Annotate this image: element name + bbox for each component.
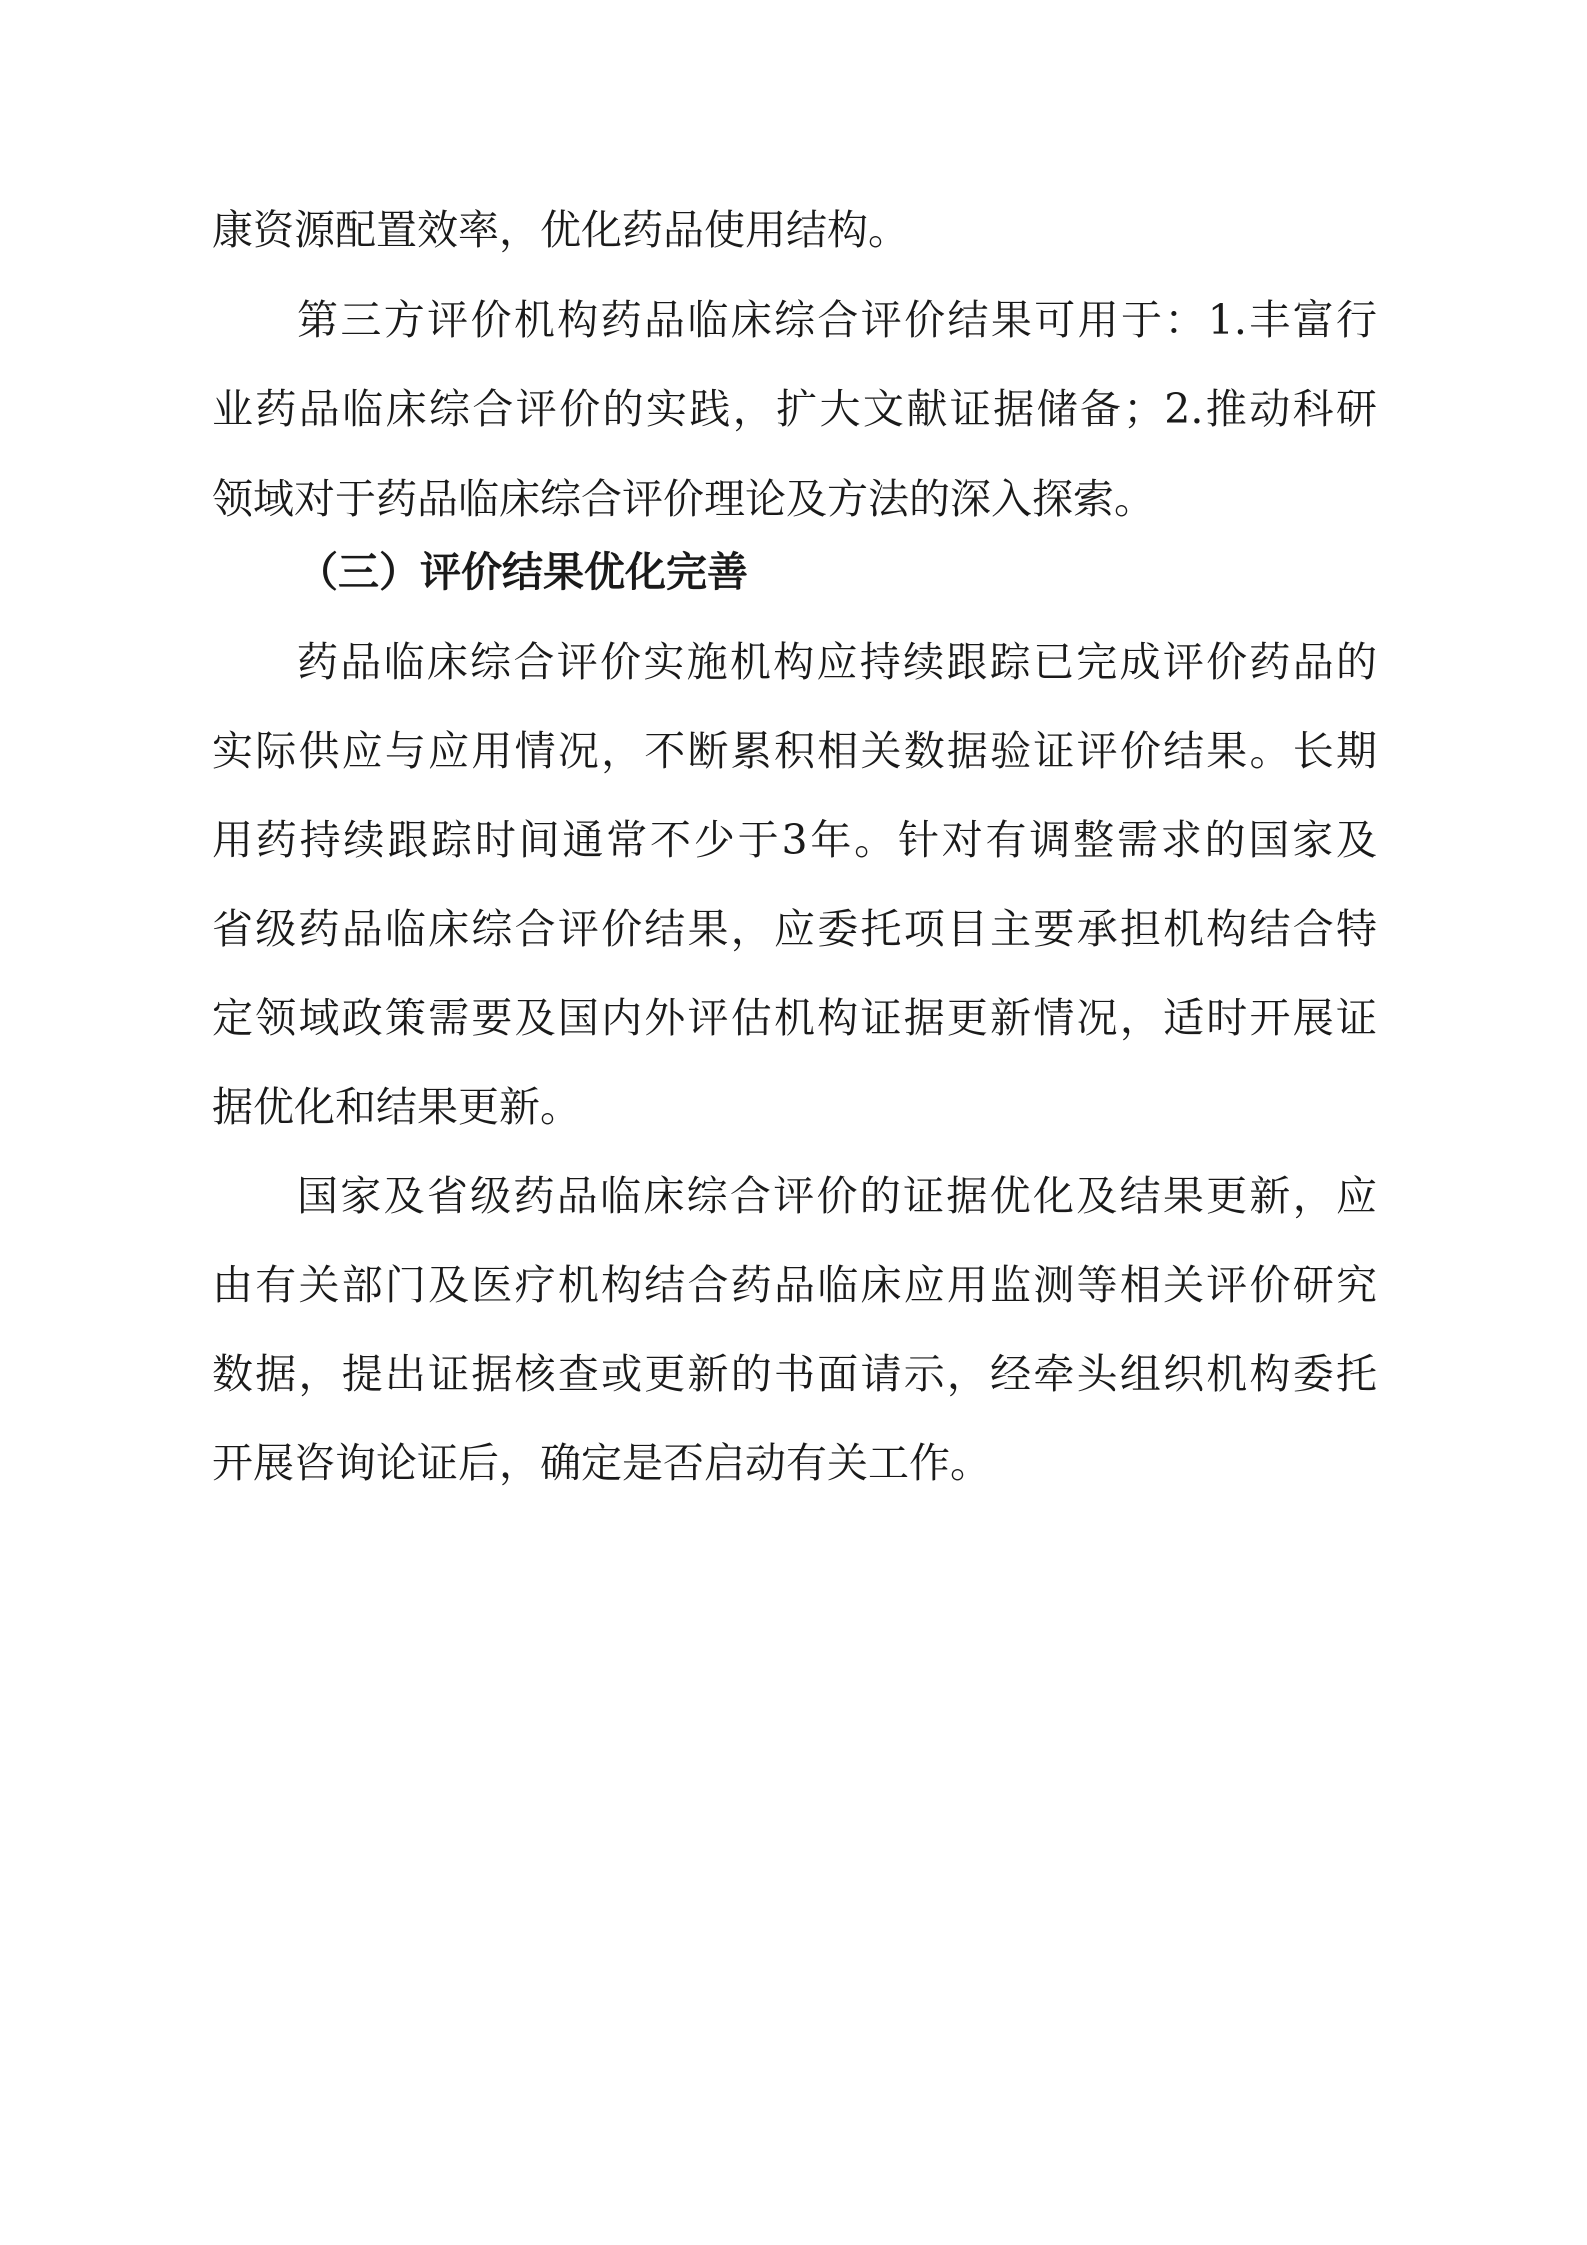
paragraph-line: 药品临床综合评价实施机构应持续跟踪已完成评价药品的 [297, 638, 1377, 686]
paragraph-line: 业药品临床综合评价的实践，扩大文献证据储备；2.推动科研 [212, 385, 1377, 433]
paragraph-line: 用药持续跟踪时间通常不少于3年。针对有调整需求的国家及 [212, 816, 1377, 864]
paragraph-line: 由有关部门及医疗机构结合药品临床应用监测等相关评价研究 [212, 1261, 1377, 1309]
paragraph-line: 定领域政策需要及国内外评估机构证据更新情况，适时开展证 [212, 994, 1377, 1042]
paragraph-line: 数据，提出证据核查或更新的书面请示，经牵头组织机构委托 [212, 1350, 1377, 1398]
paragraph-line: 领域对于药品临床综合评价理论及方法的深入探索。 [212, 475, 1155, 523]
paragraph-line: 第三方评价机构药品临床综合评价结果可用于：1.丰富行 [297, 296, 1377, 344]
section-heading: （三）评价结果优化完善 [297, 548, 748, 596]
paragraph-line: 据优化和结果更新。 [212, 1083, 581, 1131]
paragraph-line: 康资源配置效率，优化药品使用结构。 [212, 206, 909, 254]
paragraph-line: 国家及省级药品临床综合评价的证据优化及结果更新，应 [297, 1172, 1377, 1220]
paragraph-line: 开展咨询论证后，确定是否启动有关工作。 [212, 1439, 991, 1487]
paragraph-line: 省级药品临床综合评价结果，应委托项目主要承担机构结合特 [212, 905, 1377, 953]
paragraph-line: 实际供应与应用情况，不断累积相关数据验证评价结果。长期 [212, 727, 1377, 775]
